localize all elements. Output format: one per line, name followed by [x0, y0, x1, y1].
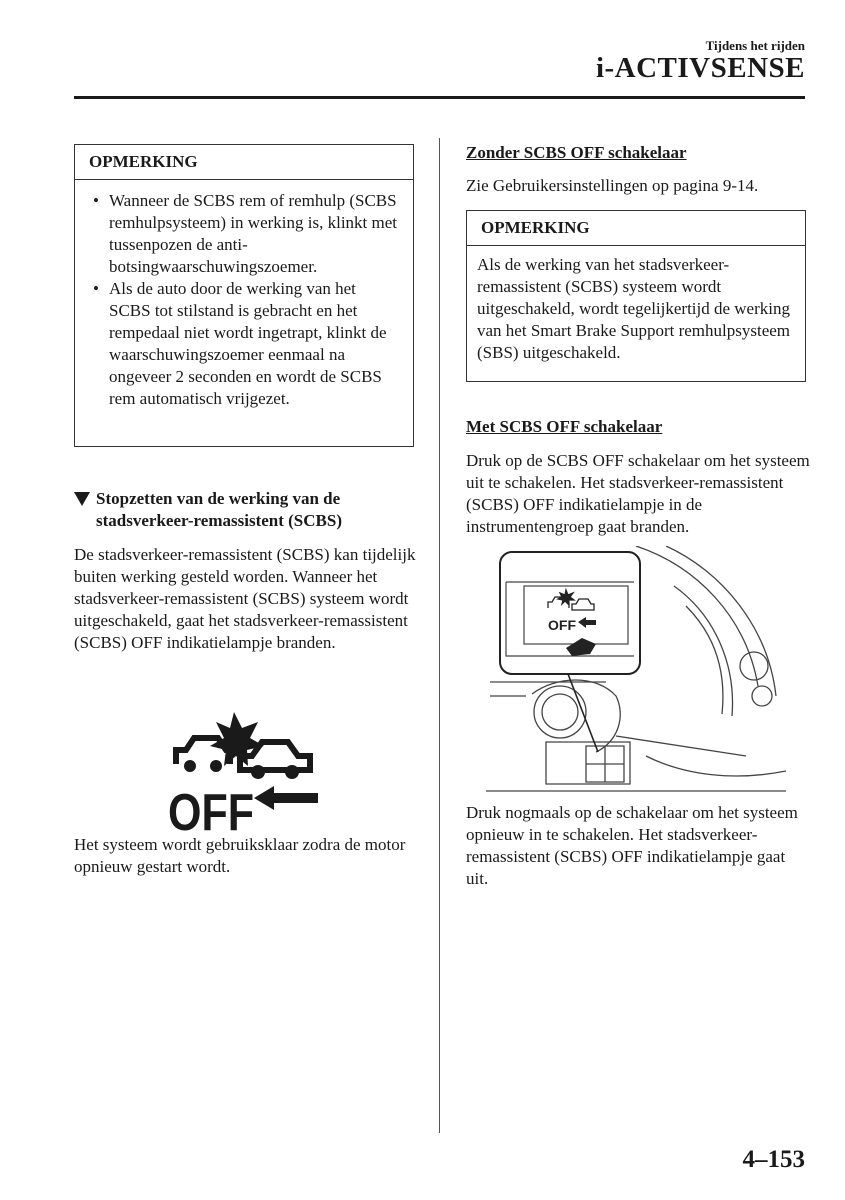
off-label: OFF	[168, 784, 254, 834]
dashboard-switch-figure	[486, 546, 786, 796]
closing-paragraph: Het systeem wordt gebruiksklaar zodra de motor opnieuw gestart wordt.	[74, 835, 406, 876]
callout-pointer	[568, 674, 598, 752]
note-heading: OPMERKING	[75, 145, 413, 180]
note-bullet-item: • Wanneer de SCBS rem of remhulp (SCBS remhulpsysteem) in werking is, klinkt met tussenpozen de anti-botsingwaarschuwingszoemer.	[89, 190, 401, 278]
arrow-left-icon	[254, 786, 318, 810]
note-body-text: Als de werking van het stadsverkeer-remassistent (SCBS) systeem wordt uitgeschakeld, wordt tegelijkertijd de werking van het Smart Brake Support remhulpsysteem (SBS) uitgeschakeld.	[477, 255, 791, 362]
without-switch-heading: Zonder SCBS OFF schakelaar	[466, 143, 687, 162]
with-switch-heading: Met SCBS OFF schakelaar	[466, 417, 663, 436]
scbs-off-indicator-icon	[168, 702, 324, 834]
section-heading	[74, 488, 414, 532]
column-divider	[439, 138, 440, 1133]
page-title: i-ACTIVSENSE	[595, 52, 805, 84]
without-switch-text: Zie Gebruikersinstellingen op pagina 9-14.	[466, 176, 759, 195]
header-divider	[74, 96, 805, 99]
note-box-left	[74, 144, 414, 447]
figure-off-label: OFF	[548, 617, 576, 633]
note-bullet-item: • Als de auto door de werking van het SCBS tot stilstand is gebracht en het rempedaal niet wordt ingetrapt, klinkt de waarschuwingszoemer eenmaal na ongeveer 2 seconden en wordt de SCBS rem automatisch vrijgezet.	[89, 278, 401, 410]
triangle-marker-icon	[74, 492, 90, 506]
section-heading-text: Stopzetten van de werking van de stadsverkeer-remassistent (SCBS)	[96, 489, 342, 530]
note-bullet-list	[75, 180, 413, 420]
page-number: 4–153	[742, 1146, 805, 1173]
note-body	[75, 180, 413, 420]
car-left-icon	[176, 738, 230, 764]
intro-paragraph: De stadsverkeer-remassistent (SCBS) kan tijdelijk buiten werking gesteld worden. Wanneer het stadsverkeer-remassistent (SCBS) systeem wordt uitgeschakeld, gaat het stadsverkeer-remassistent (SCBS) OFF indikatielampje branden.	[74, 545, 416, 652]
after-figure-text: Druk nogmaals op de schakelaar om het systeem opnieuw in te schakelen. Het stadsverkeer-remassistent (SCBS) OFF indikatielampje gaat uit.	[466, 803, 798, 888]
note-heading: OPMERKING	[467, 211, 805, 246]
with-switch-text: Druk op de SCBS OFF schakelaar om het systeem uit te schakelen. Het stadsverkeer-remassistent (SCBS) OFF indikatielampje in de instrumentengroep gaat branden.	[466, 451, 810, 536]
section-label: Tijdens het rijden	[705, 38, 805, 53]
note-box-right	[466, 210, 806, 382]
